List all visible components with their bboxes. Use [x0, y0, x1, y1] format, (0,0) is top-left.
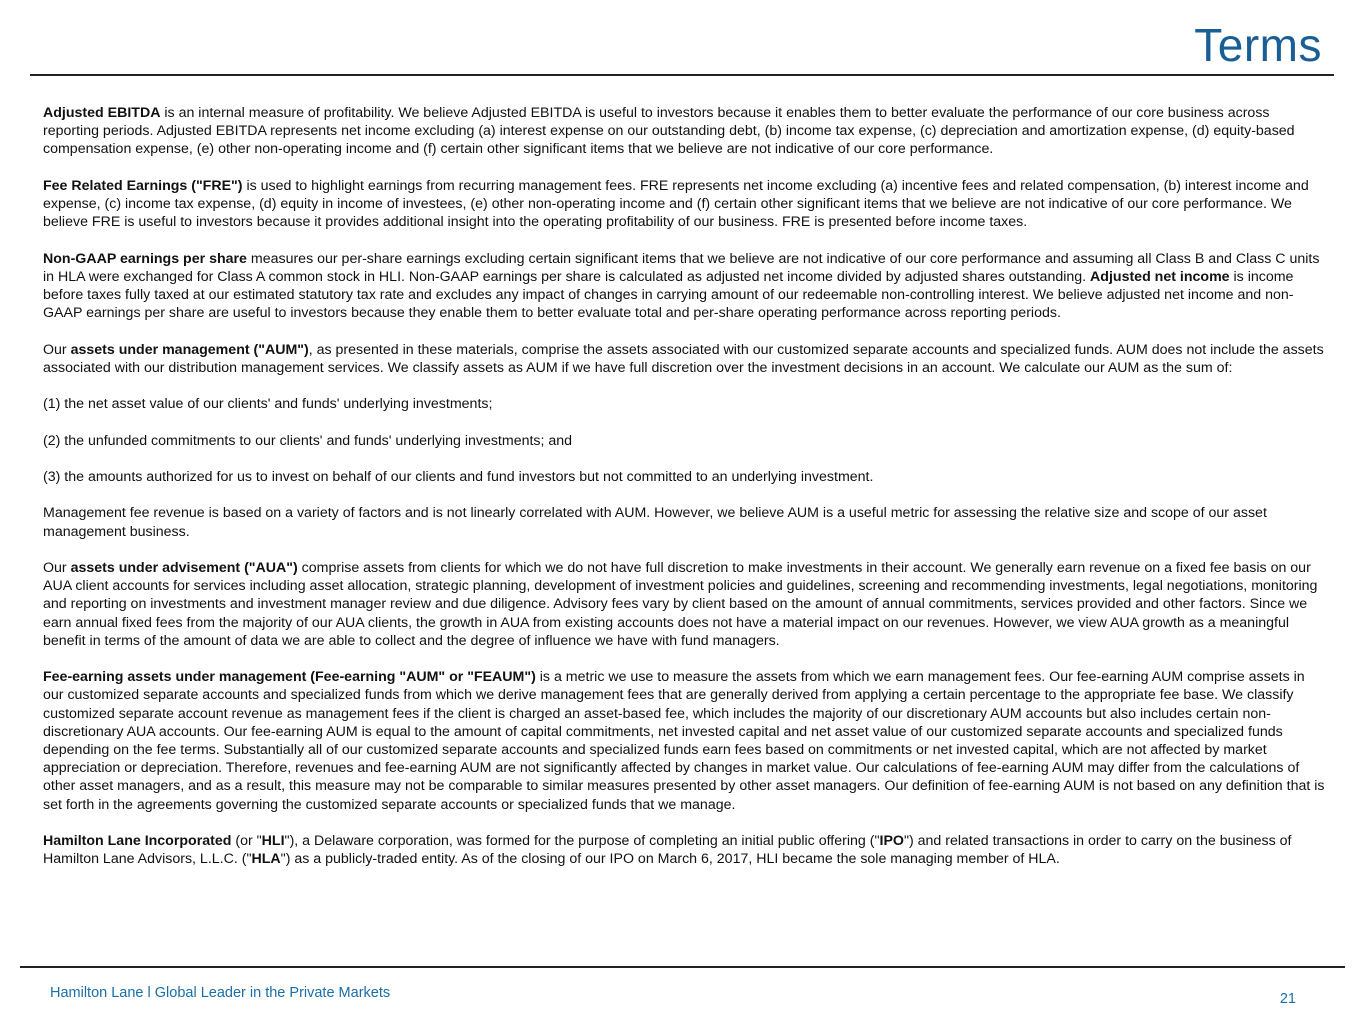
paragraph-text: is income before taxes fully taxed at our estimated statutory tax rate and excludes any impact of changes in carrying amount of our redeemable non-controlling interest. We believe adjusted net income and non-GAAP earnings per share are useful to investors because they enable them to better evaluate total and per-share operating performance across reporting periods.	[43, 268, 1294, 322]
term-bold: Hamilton Lane Incorporated	[43, 832, 232, 849]
term-bold: Adjusted net income	[1090, 268, 1230, 285]
paragraph-aum	[43, 341, 1327, 377]
term-bold: Fee Related Earnings ("FRE")	[43, 177, 243, 194]
paragraph-text: comprise assets from clients for which we do not have full discretion to make investments in their account. We generally earn revenue on a fixed fee basis on our AUA client accounts for services including asset allocation, strategic planning, development of investment policies and guidelines, screening and recommending investments, legal negotiations, monitoring and reporting on investments and investment manager review and due diligence. Advisory fees vary by client based on the amount of annual commitments, services provided and other factors. Since we earn annual fixed fees from the majority of our AUA clients, the growth in AUA from existing accounts does not have a material impact on our revenues. However, we view AUA growth as a meaningful benefit in terms of the amount of data we are able to collect and the degree of influence we have with fund managers.	[43, 559, 1318, 649]
paragraph-text: , as presented in these materials, comprise the assets associated with our customized separate accounts and specialized funds. AUM does not include the assets associated with our distribution management services. We classify assets as AUM if we have full discretion over the investment decisions in an account. We calculate our AUM as the sum of:	[43, 341, 1324, 376]
paragraph-text: is an internal measure of profitability. We believe Adjusted EBITDA is useful to investors because it enables them to better evaluate the performance of our core business across reporting periods. Adjusted EBITDA represents net income excluding (a) interest expense on our outstanding debt, (b) income tax expense, (c) depreciation and amortization expense, (d) equity-based compensation expense, (e) other non-operating income and (f) certain other significant items that we believe are not indicative of our core performance.	[43, 105, 1295, 158]
title-divider	[30, 74, 1334, 76]
document-body	[43, 104, 1327, 887]
term-bold: assets under management ("AUM")	[70, 341, 309, 358]
list-item: (1) the net asset value of our clients' and funds' underlying investments;	[43, 396, 493, 413]
paragraph-text: Our	[43, 559, 71, 576]
paragraph-text: is a metric we use to measure the assets from which we earn management fees. Our fee-earning AUM comprise assets in our customized separate accounts and specialized funds from which we derive management fees that are generally derived from applying a certain percentage to the appropriate fee base. We classify customized separate account revenue as management fees if the client is charged an asset-based fee, which includes the majority of our discretionary AUM accounts but also includes certain non-discretionary AUA accounts. Our fee-earning AUM is equal to the amount of capital commitments, net invested capital and net asset value of our customized separate accounts and specialized funds depending on the fee terms. Substantially all of our customized separate accounts and specialized funds earn fees based on commitments or net invested capital, which are not affected by market appreciation or depreciation. Therefore, revenues and fee-earning AUM are not significantly affected by changes in market value. Our calculations of fee-earning AUM may differ from the calculations of other asset managers, and as a result, this measure may not be comparable to similar measures presented by other asset managers. Our definition of fee-earning AUM is not based on any definition that is set forth in the agreements governing the customized separate accounts or specialized funds that we manage.	[43, 669, 1325, 813]
paragraph-feaum	[43, 668, 1327, 814]
paragraph-text: ") and related transactions in order to carry on the business of Hamilton Lane Advisors, L.L.C. ("	[43, 832, 1292, 868]
paragraph-non-gaap-eps	[43, 250, 1327, 323]
paragraph-text: is used to highlight earnings from recurring management fees. FRE represents net income excluding (a) incentive fees and related compensation, (b) interest income and expense, (c) income tax expense, (d) equity in income of investees, (e) other non-operating income and (f) certain other significant items that we believe are not indicative of our core performance. We believe FRE is useful to investors because it provides additional insight into the operating profitability of our business. FRE is presented before income taxes.	[43, 177, 1309, 231]
term-bold: Non-GAAP earnings per share	[43, 250, 247, 267]
paragraph-text: (or "	[231, 832, 262, 849]
list-item: (3) the amounts authorized for us to invest on behalf of our clients and fund investors but not committed to an underlying investment.	[43, 468, 874, 485]
paragraph-adjusted-ebitda	[43, 104, 1327, 159]
list-item: (2) the unfunded commitments to our clients' and funds' underlying investments; and	[43, 432, 573, 449]
page-title: Terms	[1194, 19, 1322, 71]
footer-tagline: Hamilton Lane l Global Leader in the Private Markets	[50, 985, 391, 1001]
term-bold: IPO	[879, 832, 904, 849]
term-bold: HLI	[261, 832, 285, 849]
term-bold: Adjusted EBITDA	[43, 105, 161, 121]
footer-divider	[20, 966, 1345, 968]
paragraph-fre	[43, 177, 1327, 232]
term-bold: assets under advisement ("AUA")	[70, 559, 298, 576]
paragraph-text: ") as a publicly-traded entity. As of the closing of our IPO on March 6, 2017, HLI became the sole managing member of HLA.	[280, 851, 1060, 868]
paragraph-aua	[43, 559, 1327, 650]
term-bold: Fee-earning assets under management (Fee-earning "AUM" or "FEAUM")	[43, 669, 536, 686]
page-number: 21	[1279, 991, 1296, 1007]
paragraph-text: measures our per-share earnings excluding certain significant items that we believe are not indicative of our core performance and assuming all Class B and Class C units in HLA were exchanged for Class A common stock in HLI. Non-GAAP earnings per share is calculated as adjusted net income divided by adjusted shares outstanding.	[43, 250, 1320, 285]
paragraph-text: "), a Delaware corporation, was formed for the purpose of completing an initial public offering ("	[284, 832, 880, 849]
paragraph-hli	[43, 832, 1327, 868]
paragraph-management-fee: Management fee revenue is based on a variety of factors and is not linearly correlated with AUM. However, we believe AUM is a useful metric for assessing the relative size and scope of our asset management business.	[43, 505, 1267, 540]
term-bold: HLA	[251, 851, 281, 868]
paragraph-text: Our	[43, 341, 71, 358]
